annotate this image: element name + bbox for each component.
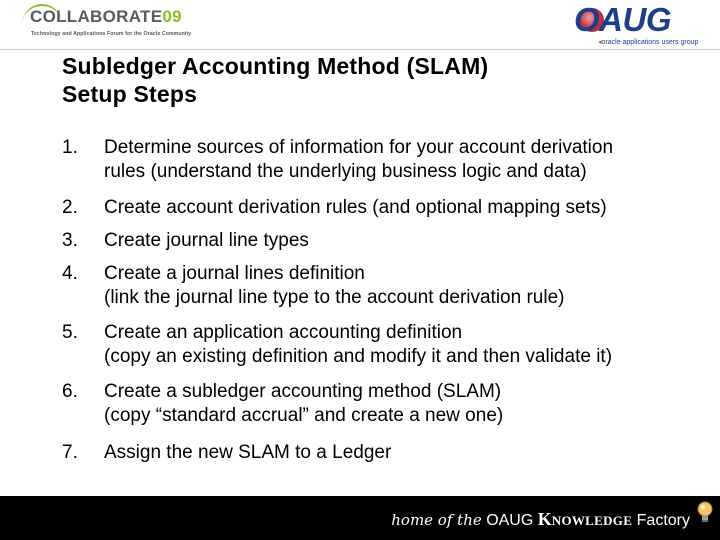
footer-k-letter: K — [537, 509, 552, 529]
step-number: 6. — [62, 381, 78, 402]
collaborate-tagline: Technology and Applications Forum for the Oracle Community — [31, 31, 192, 37]
oaug-logo — [568, 3, 708, 47]
footer-oaug-text: OAUG — [486, 512, 534, 529]
oaug-subtitle: ◂oracle applications users group — [598, 39, 699, 46]
collaborate-logo — [22, 6, 192, 44]
step-number: 5. — [62, 322, 78, 343]
slide-title — [62, 52, 662, 108]
step-text: Assign the new SLAM to a Ledger — [104, 442, 392, 463]
step-text: Create journal line types — [104, 230, 309, 251]
footer-band — [0, 496, 720, 540]
title-line-1: Subledger Accounting Method (SLAM) — [62, 53, 489, 79]
footer-script-text: home of the — [391, 511, 482, 529]
collaborate-wordmark: COLLABORATE09 — [30, 7, 182, 26]
step-number: 4. — [62, 263, 78, 284]
step-text: (link the journal line type to the account derivation rule) — [104, 287, 565, 308]
header-divider — [0, 49, 720, 50]
lightbulb-icon — [696, 500, 714, 526]
step-number: 7. — [62, 442, 78, 463]
header-band — [0, 0, 720, 50]
step-text: Create an application accounting definition — [104, 322, 463, 343]
step-number: 1. — [62, 137, 78, 158]
step-text: Create account derivation rules (and optional mapping sets) — [104, 197, 607, 218]
footer-nowledge: NOWLEDGE — [551, 513, 633, 528]
step-text: Create a subledger accounting method (SLAM) — [104, 381, 502, 402]
footer-factory: Factory — [636, 512, 690, 529]
step-text: rules (understand the underlying business logic and data) — [104, 161, 587, 182]
title-line-2: Setup Steps — [62, 81, 198, 107]
step-number: 3. — [62, 230, 78, 251]
footer-tagline — [391, 509, 690, 530]
step-text: Determine sources of information for your account derivation — [104, 137, 614, 158]
step-text: (copy an existing definition and modify it and then validate it) — [104, 346, 613, 367]
step-number: 2. — [62, 197, 78, 218]
step-text: Create a journal lines definition — [104, 263, 365, 284]
oaug-wordmark: OAUG — [574, 1, 671, 38]
step-text: (copy “standard accrual” and create a new one) — [104, 405, 504, 426]
